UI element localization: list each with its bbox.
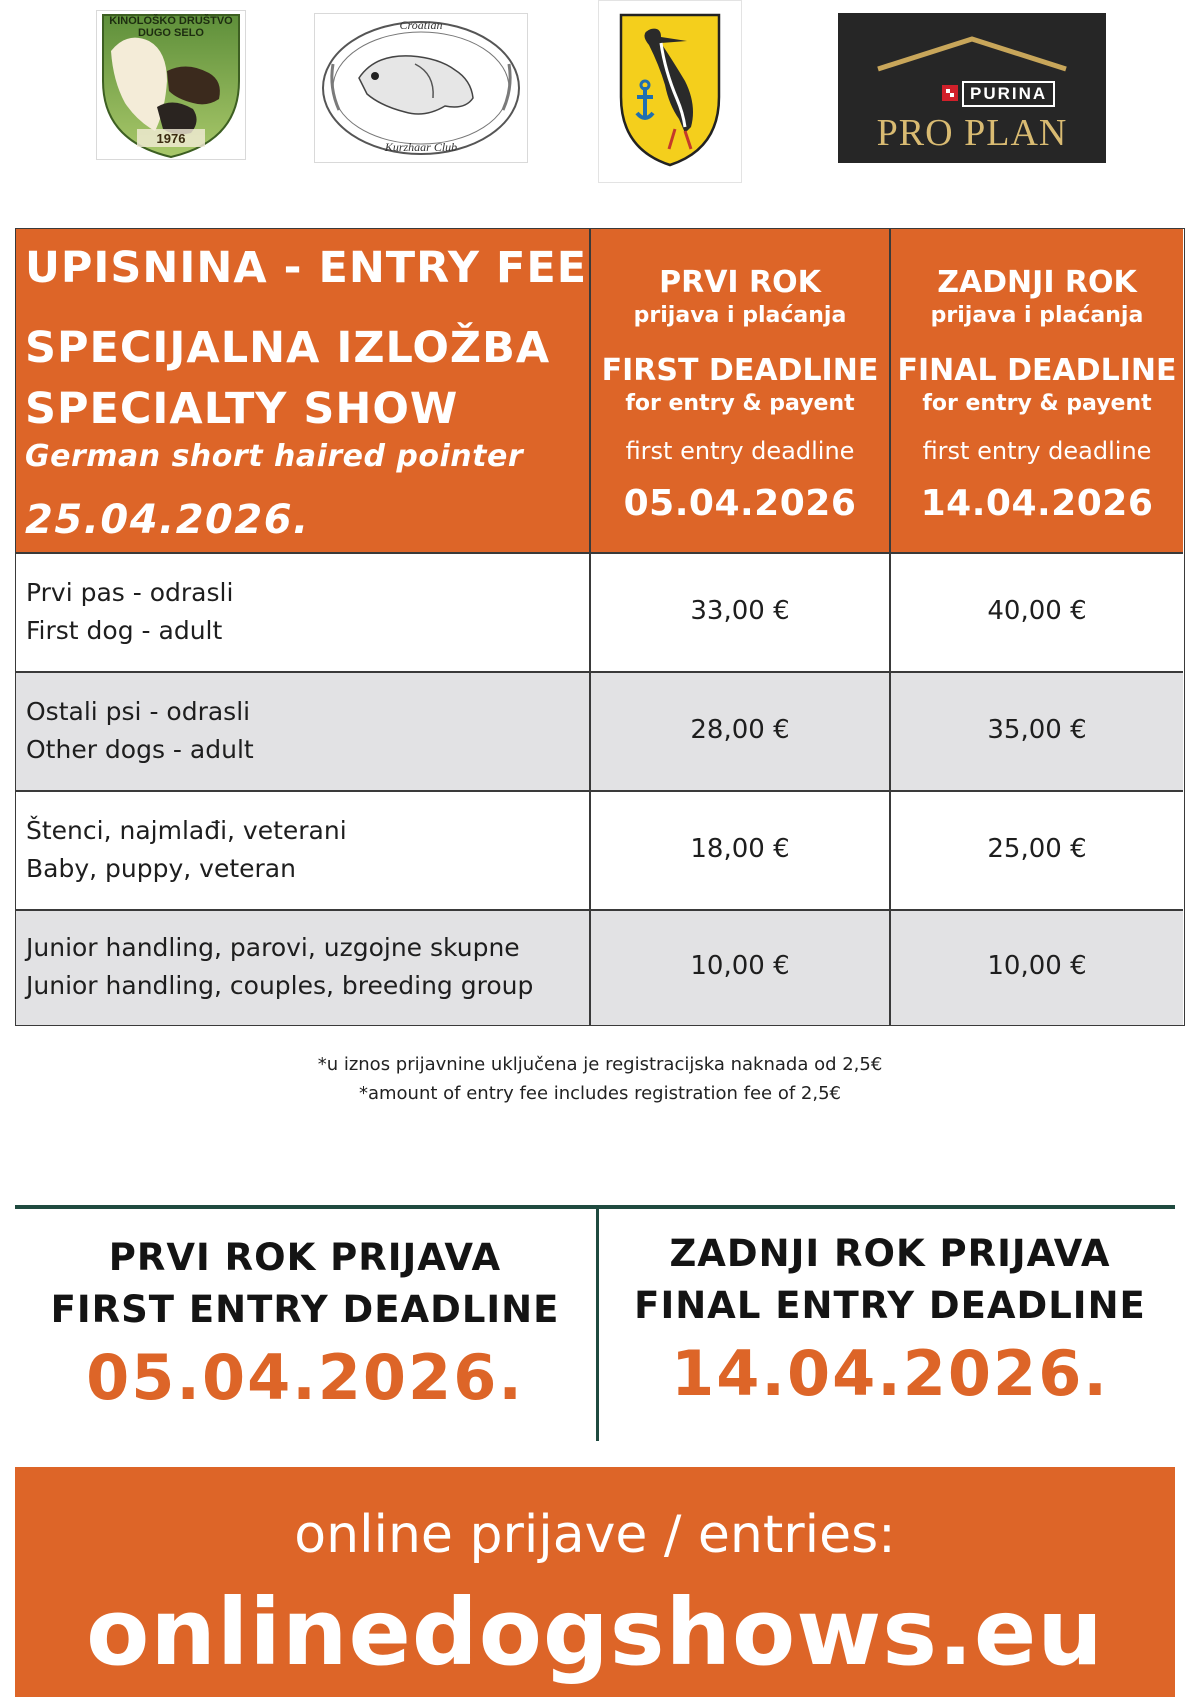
final-col-sub-hr: prijava i plaćanja	[930, 303, 1144, 328]
fee-note-hr: *u iznos prijavnine uključena je registracijska naknada od 2,5€	[317, 1054, 883, 1075]
row-label-hr: Junior handling, parovi, uzgojne skupne	[26, 933, 520, 962]
online-entries-label: online prijave / entries:	[294, 1505, 896, 1565]
first-deadline-date: 05.04.2026.	[86, 1341, 524, 1414]
pro-plan-product: PRO PLAN	[876, 112, 1068, 154]
row-label-en: Junior handling, couples, breeding group	[26, 971, 534, 1000]
final-deadline-hr: ZADNJI ROK PRIJAVA	[669, 1232, 1111, 1275]
entry-fee-table	[15, 228, 1185, 1026]
club-name-mid: DUGO SELO	[137, 27, 204, 39]
row-label-en: First dog - adult	[26, 616, 223, 645]
first-col-title-en: FIRST DEADLINE	[601, 353, 879, 388]
first-deadline-block	[15, 1232, 595, 1420]
online-entries-url[interactable]: onlinedogshows.eu	[86, 1579, 1104, 1686]
table-row	[16, 911, 1183, 1025]
grid-line	[16, 552, 1183, 554]
kurzhaar-club-logo	[314, 13, 528, 163]
kurzhaar-text-bottom: Kurzhaar Club	[384, 140, 458, 154]
table-header-first	[591, 229, 889, 552]
kinolosko-drustvo-logo	[96, 10, 246, 160]
show-date: 25.04.2026.	[25, 497, 310, 543]
final-col-sub-en: for entry & payent	[922, 391, 1152, 416]
fee-note-en: *amount of entry fee includes registration fee of 2,5€	[358, 1083, 841, 1104]
price-final: 25,00 €	[987, 834, 1087, 864]
price-first: 28,00 €	[690, 715, 790, 745]
table-row	[16, 554, 1183, 672]
breed-name: German short haired pointer	[25, 439, 524, 474]
price-first: 33,00 €	[690, 596, 790, 626]
row-label-en: Other dogs - adult	[26, 735, 254, 764]
first-col-note: first entry deadline	[625, 437, 855, 465]
grid-line	[16, 909, 1183, 911]
table-row	[16, 792, 1183, 910]
show-title-hr: SPECIJALNA IZLOŽBA	[25, 323, 551, 373]
dugo-selo-crest-logo	[598, 0, 742, 183]
first-col-sub-hr: prijava i plaćanja	[633, 303, 847, 328]
price-final: 40,00 €	[987, 596, 1087, 626]
first-deadline-en: FIRST ENTRY DEADLINE	[50, 1288, 560, 1331]
deadline-divider	[596, 1209, 599, 1441]
row-label-hr: Prvi pas - odrasli	[26, 578, 234, 607]
online-entries-banner	[15, 1467, 1175, 1697]
price-first: 18,00 €	[690, 834, 790, 864]
price-final: 10,00 €	[987, 951, 1087, 981]
row-label-hr: Ostali psi - odrasli	[26, 697, 251, 726]
final-col-note: first entry deadline	[922, 437, 1152, 465]
deadline-top-rule	[15, 1205, 1175, 1209]
first-col-title-hr: PRVI ROK	[659, 265, 821, 300]
row-label-hr: Štenci, najmlađi, veterani	[26, 816, 347, 845]
grid-line	[16, 671, 1183, 673]
club-name-top: KINOLOŠKO DRUŠTVO	[109, 15, 233, 27]
kurzhaar-text-top: Croatian	[399, 18, 443, 32]
first-col-date: 05.04.2026	[623, 483, 857, 524]
purina-pro-plan-logo	[838, 13, 1106, 163]
price-final: 35,00 €	[987, 715, 1087, 745]
final-deadline-date: 14.04.2026.	[671, 1337, 1109, 1410]
final-col-title-en: FINAL DEADLINE	[897, 353, 1177, 388]
first-col-sub-en: for entry & payent	[625, 391, 855, 416]
final-col-title-hr: ZADNJI ROK	[937, 265, 1137, 300]
price-first: 10,00 €	[690, 951, 790, 981]
purina-brand: PURINA	[962, 81, 1055, 107]
grid-line	[589, 229, 591, 1025]
grid-line	[16, 790, 1183, 792]
first-deadline-hr: PRVI ROK PRIJAVA	[108, 1236, 502, 1279]
final-deadline-en: FINAL ENTRY DEADLINE	[634, 1284, 1146, 1327]
table-header-final	[891, 229, 1183, 552]
final-deadline-block	[600, 1228, 1180, 1416]
club-year: 1976	[156, 131, 186, 146]
show-title-en: SPECIALTY SHOW	[25, 384, 459, 434]
table-row	[16, 673, 1183, 791]
row-label-en: Baby, puppy, veteran	[26, 854, 296, 883]
entry-fee-title: UPISNINA - ENTRY FEE	[25, 243, 588, 293]
final-col-date: 14.04.2026	[920, 483, 1154, 524]
table-header-main	[16, 229, 589, 552]
grid-line	[889, 229, 891, 1025]
